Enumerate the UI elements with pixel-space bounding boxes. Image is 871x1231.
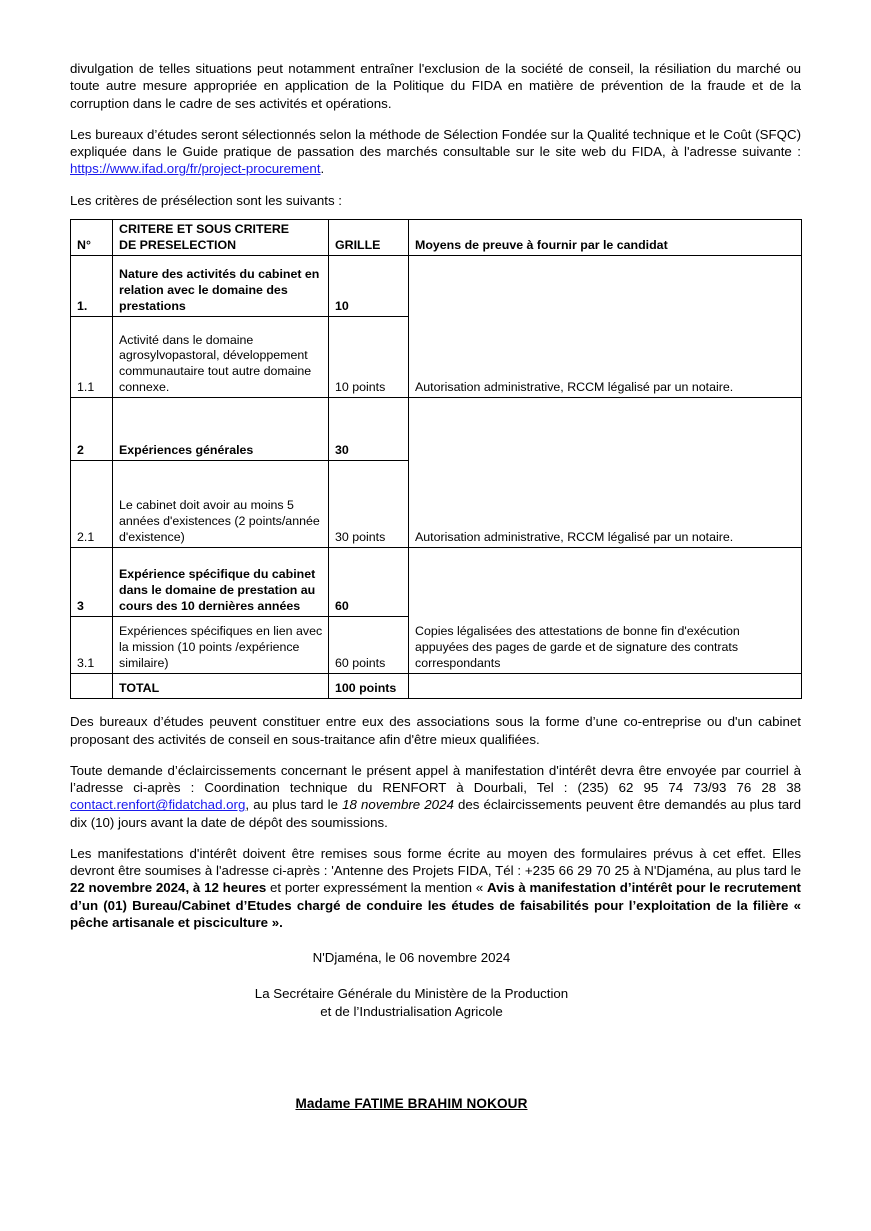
- row-num-3: 3: [71, 548, 113, 617]
- submission-mention: Avis à manifestation d’intérêt pour le recrutement d’un (01) Bureau/Cabinet d’Etudes chargé de conduire les études de faisabilités pour l’exploitation de la filière « pêche artisanale et pisciculture ».: [70, 880, 801, 931]
- clarifications-text-3: des éclaircissements peuvent être demandés au plus tard dix (10) jours avant la date de dépôt des soumissions.: [70, 797, 801, 830]
- row-num-3-1: 3.1: [71, 617, 113, 674]
- header-criteria-line2: DE PRESELECTION: [119, 237, 237, 252]
- paragraph-associations: Des bureaux d’études peuvent constituer entre eux des associations sous la forme d’une co-entreprise ou d'un cabinet proposant des activités de conseil en sous-traitance afin d'être mieux qualifiées.: [70, 714, 801, 747]
- row-criteria-3-1: Expériences spécifiques en lien avec la mission (10 points /expérience similaire): [113, 617, 329, 674]
- row-grille-2: 30: [329, 398, 409, 461]
- row-grille-3: 60: [329, 548, 409, 617]
- row-num-1-1: 1.1: [71, 317, 113, 398]
- preselection-criteria-table: [70, 219, 802, 699]
- row-criteria-2: Expériences générales: [113, 398, 329, 461]
- row-grille-1-1: 10 points: [329, 317, 409, 398]
- document-content: [70, 60, 801, 1113]
- clarifications-text-2: , au plus tard le: [245, 797, 343, 813]
- header-criteria: [113, 219, 329, 255]
- total-num: [71, 674, 113, 699]
- row-criteria-3: Expérience spécifique du cabinet dans le domaine de prestation au cours des 10 dernières années: [113, 548, 329, 617]
- submission-text-2: et porter expressément la mention «: [266, 880, 488, 896]
- contact-email-link[interactable]: contact.renfort@fidatchad.org: [70, 797, 246, 813]
- row-num-2: 2: [71, 398, 113, 461]
- header-num: N°: [71, 219, 113, 255]
- table-header-row: [71, 219, 802, 255]
- row-num-1: 1.: [71, 256, 113, 317]
- paragraph-selection-method-text: Les bureaux d’études seront sélectionnés selon la méthode de Sélection Fondée sur la Qualité technique et le Coût (SFQC) expliquée dans le Guide pratique de passation des marchés consultable sur le site web du FIDA, à l'adresse suivante :: [70, 126, 801, 160]
- paragraph-submission: [70, 845, 801, 931]
- row-grille-3-1: 60 points: [329, 617, 409, 674]
- table-total-row: [71, 674, 802, 699]
- paragraph-divulgation: divulgation de telles situations peut notamment entraîner l'exclusion de la société de conseil, la résiliation du marché ou toute autre mesure appropriée en application de la Politique du FIDA en matière de prévention de la fraude et de la corruption dans le cadre de ses activités et opérations.: [70, 61, 801, 111]
- submission-deadline: 22 novembre 2024, à 12 heures: [70, 880, 267, 896]
- clarifications-text-1: Toute demande d’éclaircissements concernant le présent appel à manifestation d'intérêt devra être envoyée par courriel à l’adresse ci-après : Coordination technique du RENFORT à Dourbali, Tel : (235) 62 95 74 73/93 76 28 38: [70, 762, 801, 796]
- row-criteria-1: Nature des activités du cabinet en relation avec le domaine des prestations: [113, 256, 329, 317]
- row-proof-2: Autorisation administrative, RCCM légalisé par un notaire.: [409, 398, 802, 548]
- signature-date: N'Djaména, le 06 novembre 2024: [312, 950, 511, 966]
- header-proof: Moyens de preuve à fournir par le candidat: [409, 219, 802, 255]
- header-grille: GRILLE: [329, 219, 409, 255]
- paragraph-selection-method-tail: .: [320, 161, 325, 177]
- row-grille-1: 10: [329, 256, 409, 317]
- paragraph-clarifications: [70, 762, 801, 831]
- criteria-intro: Les critères de présélection sont les suivants :: [70, 192, 342, 208]
- table-row: [71, 548, 802, 617]
- table-row: [71, 398, 802, 461]
- row-criteria-1-1: Activité dans le domaine agrosylvopastoral, développement communautaire tout autre domaine connexe.: [113, 317, 329, 398]
- signature-title-line2: et de l’Industrialisation Agricole: [320, 1004, 503, 1020]
- signature-block: [70, 949, 801, 1113]
- row-grille-2-1: 30 points: [329, 461, 409, 548]
- row-criteria-2-1: Le cabinet doit avoir au moins 5 années d'existences (2 points/année d'existence): [113, 461, 329, 548]
- clarifications-deadline-date: 18 novembre 2024: [342, 797, 454, 813]
- row-proof-3: Copies légalisées des attestations de bonne fin d'exécution appuyées des pages de garde et de signature des contrats correspondants: [409, 548, 802, 674]
- total-label: TOTAL: [113, 674, 329, 699]
- row-proof-1: Autorisation administrative, RCCM légalisé par un notaire.: [409, 256, 802, 398]
- total-proof: [409, 674, 802, 699]
- paragraph-selection-method: [70, 126, 801, 178]
- submission-text-1: Les manifestations d'intérêt doivent être remises sous forme écrite au moyen des formulaires prévus à cet effet. Elles devront être soumises à l'adresse ci-après : 'Antenne des Projets FIDA, Tél : +235 66 29 70 25 à N'Djaména, au plus tard le: [70, 845, 801, 879]
- signature-inner: [255, 949, 568, 1113]
- ifad-procurement-link[interactable]: https://www.ifad.org/fr/project-procurement: [70, 161, 321, 177]
- signatory-name: Madame FATIME BRAHIM NOKOUR: [295, 1096, 528, 1112]
- table-row: [71, 256, 802, 317]
- total-value: 100 points: [329, 674, 409, 699]
- header-criteria-line1: CRITERE ET SOUS CRITERE: [119, 221, 290, 236]
- row-num-2-1: 2.1: [71, 461, 113, 548]
- signature-title-line1: La Secrétaire Générale du Ministère de la Production: [254, 986, 569, 1002]
